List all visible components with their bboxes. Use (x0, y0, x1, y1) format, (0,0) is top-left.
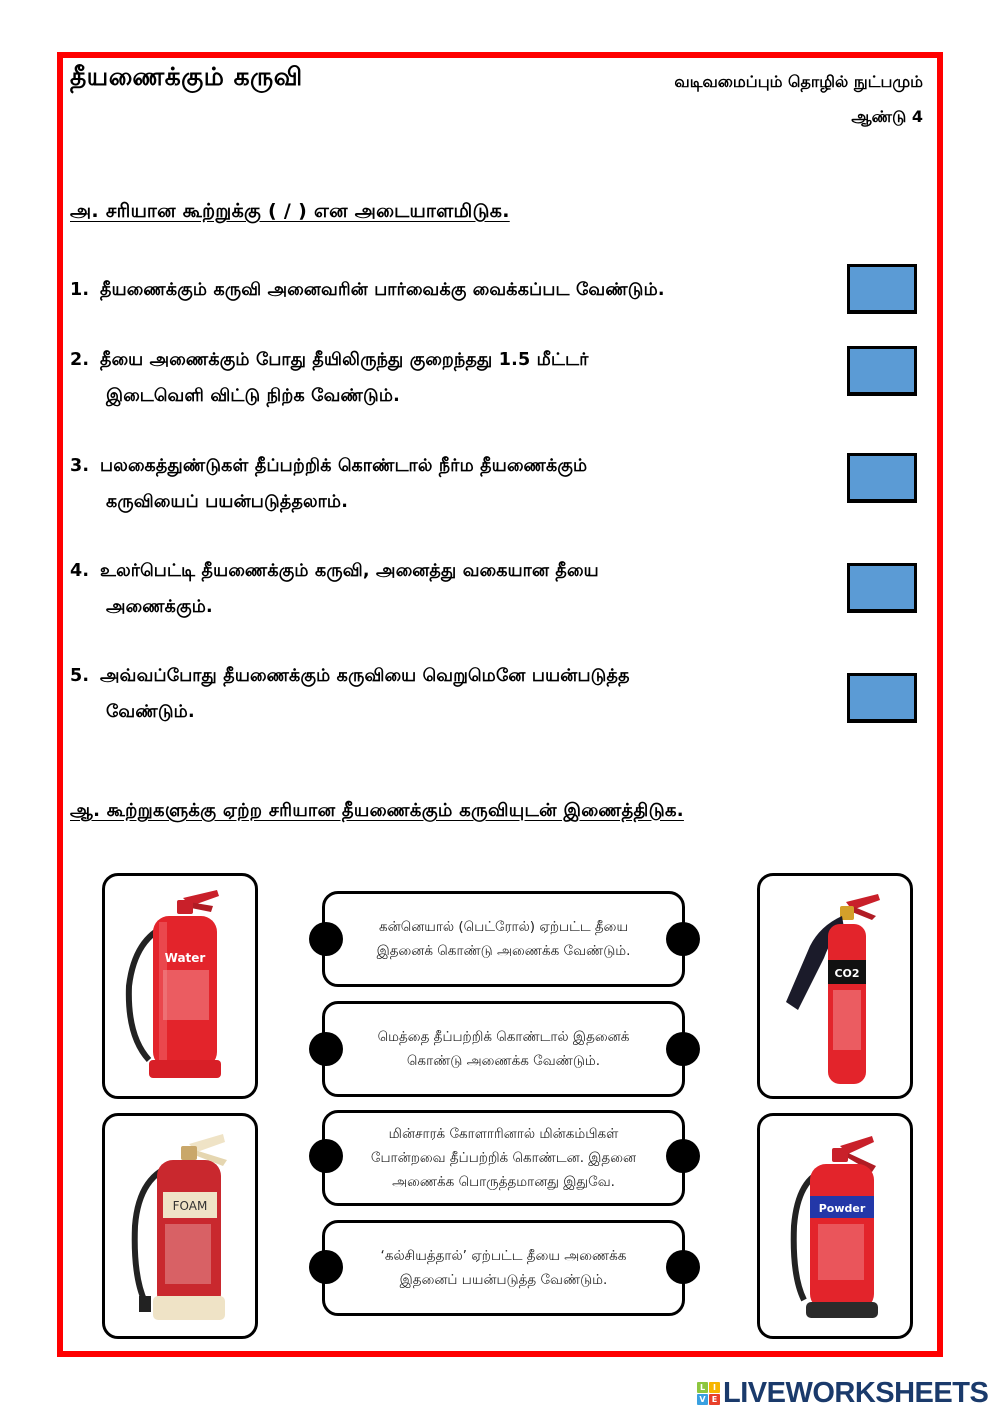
statement-text-cont: இடைவெளி விட்டு நிற்க வேண்டும். (106, 386, 400, 406)
match-dot-left-2[interactable] (309, 1032, 343, 1066)
match-statement-1 (322, 891, 685, 987)
statement-3 (70, 448, 840, 520)
svg-text:CO2: CO2 (834, 967, 860, 980)
statement-number: 4. (70, 561, 90, 581)
worksheet-title: தீயணைக்கும் கருவி (70, 62, 303, 91)
live-blocks-icon: L I V E (697, 1382, 720, 1405)
section-b-heading: ஆ. கூற்றுகளுக்கு ஏற்ற சரியான தீயணைக்கும் கருவியுடன் இணைத்திடுக. (70, 800, 684, 821)
statement-text-cont: அணைக்கும். (106, 597, 213, 617)
match-dot-right-2[interactable] (666, 1032, 700, 1066)
match-line: கன்னெயால் (பெட்ரோல்) ஏற்பட்ட தீயை (378, 919, 629, 935)
foam-extinguisher-card (102, 1113, 258, 1339)
statement-text: பலகைத்துண்டுகள் தீப்பற்றிக் கொண்டால் நீர்ம தீயணைக்கும் (100, 456, 588, 476)
powder-extinguisher-icon (760, 1116, 910, 1336)
answer-box-4[interactable] (847, 563, 917, 613)
answer-box-1[interactable] (847, 264, 917, 314)
foam-extinguisher-icon (105, 1116, 255, 1336)
statement-text-cont: கருவியைப் பயன்படுத்தலாம். (106, 492, 349, 512)
statement-text: அவ்வப்போது தீயணைக்கும் கருவியை வெறுமெனே பயன்படுத்த (100, 666, 630, 686)
statement-text: தீயை அணைக்கும் போது தீயிலிருந்து குறைந்தது 1.5 மீட்டர் (100, 350, 589, 370)
logo-text: LIVEWORKSHEETS (723, 1376, 989, 1409)
answer-box-3[interactable] (847, 453, 917, 503)
match-dot-left-4[interactable] (309, 1250, 343, 1284)
answer-box-5[interactable] (847, 673, 917, 723)
match-dot-left-1[interactable] (309, 922, 343, 956)
svg-text:Water: Water (164, 951, 206, 965)
answer-box-2[interactable] (847, 346, 917, 396)
statement-number: 3. (70, 456, 90, 476)
water-extinguisher-icon (105, 876, 255, 1096)
match-statement-4 (322, 1220, 685, 1316)
co2-extinguisher-icon (760, 876, 910, 1096)
match-statement-2 (322, 1001, 685, 1097)
match-dot-right-1[interactable] (666, 922, 700, 956)
statement-number: 5. (70, 666, 90, 686)
statement-text: தீயணைக்கும் கருவி அனைவரின் பார்வைக்கு வைக்கப்பட வேண்டும். (100, 280, 665, 300)
match-line: அணைக்க பொருத்தமானது இதுவே. (392, 1174, 615, 1190)
statement-number: 1. (70, 280, 90, 300)
match-line: இதனைக் கொண்டு அணைக்க வேண்டும். (376, 943, 631, 959)
match-dot-right-3[interactable] (666, 1139, 700, 1173)
match-line: இதனைப் பயன்படுத்த வேண்டும். (399, 1272, 608, 1288)
co2-extinguisher-card (757, 873, 913, 1099)
water-extinguisher-card (102, 873, 258, 1099)
powder-extinguisher-card (757, 1113, 913, 1339)
statement-number: 2. (70, 350, 90, 370)
statement-text: உலர்பெட்டி தீயணைக்கும் கருவி, அனைத்து வகையான தீயை (100, 561, 599, 581)
statement-5 (70, 658, 840, 730)
match-line: மின்சாரக் கோளாரினால் மின்கம்பிகள் (388, 1126, 619, 1142)
svg-text:FOAM: FOAM (172, 1199, 208, 1213)
match-line: கொண்டு அணைக்க வேண்டும். (406, 1053, 601, 1069)
match-statement-3 (322, 1110, 685, 1206)
statement-4 (70, 553, 840, 625)
statement-text-cont: வேண்டும். (106, 702, 195, 722)
statement-1 (70, 272, 840, 308)
year-label: ஆண்டு 4 (851, 107, 923, 126)
section-a-heading: அ. சரியான கூற்றுக்கு ( / ) என அடையாளமிடுக. (70, 200, 510, 222)
match-dot-left-3[interactable] (309, 1139, 343, 1173)
subject-label: வடிவமைப்பும் தொழில் நுட்பமும் (674, 72, 923, 91)
liveworksheets-logo[interactable] (697, 1378, 988, 1408)
statement-2 (70, 342, 840, 414)
match-line: மெத்தை தீப்பற்றிக் கொண்டால் இதனைக் (377, 1029, 630, 1045)
match-dot-right-4[interactable] (666, 1250, 700, 1284)
match-line: போன்றவை தீப்பற்றிக் கொண்டன. இதனை (370, 1150, 637, 1166)
svg-text:Powder: Powder (818, 1202, 866, 1215)
match-line: ‘கல்சியத்தால்’ ஏற்பட்ட தீயை அணைக்க (380, 1248, 627, 1264)
